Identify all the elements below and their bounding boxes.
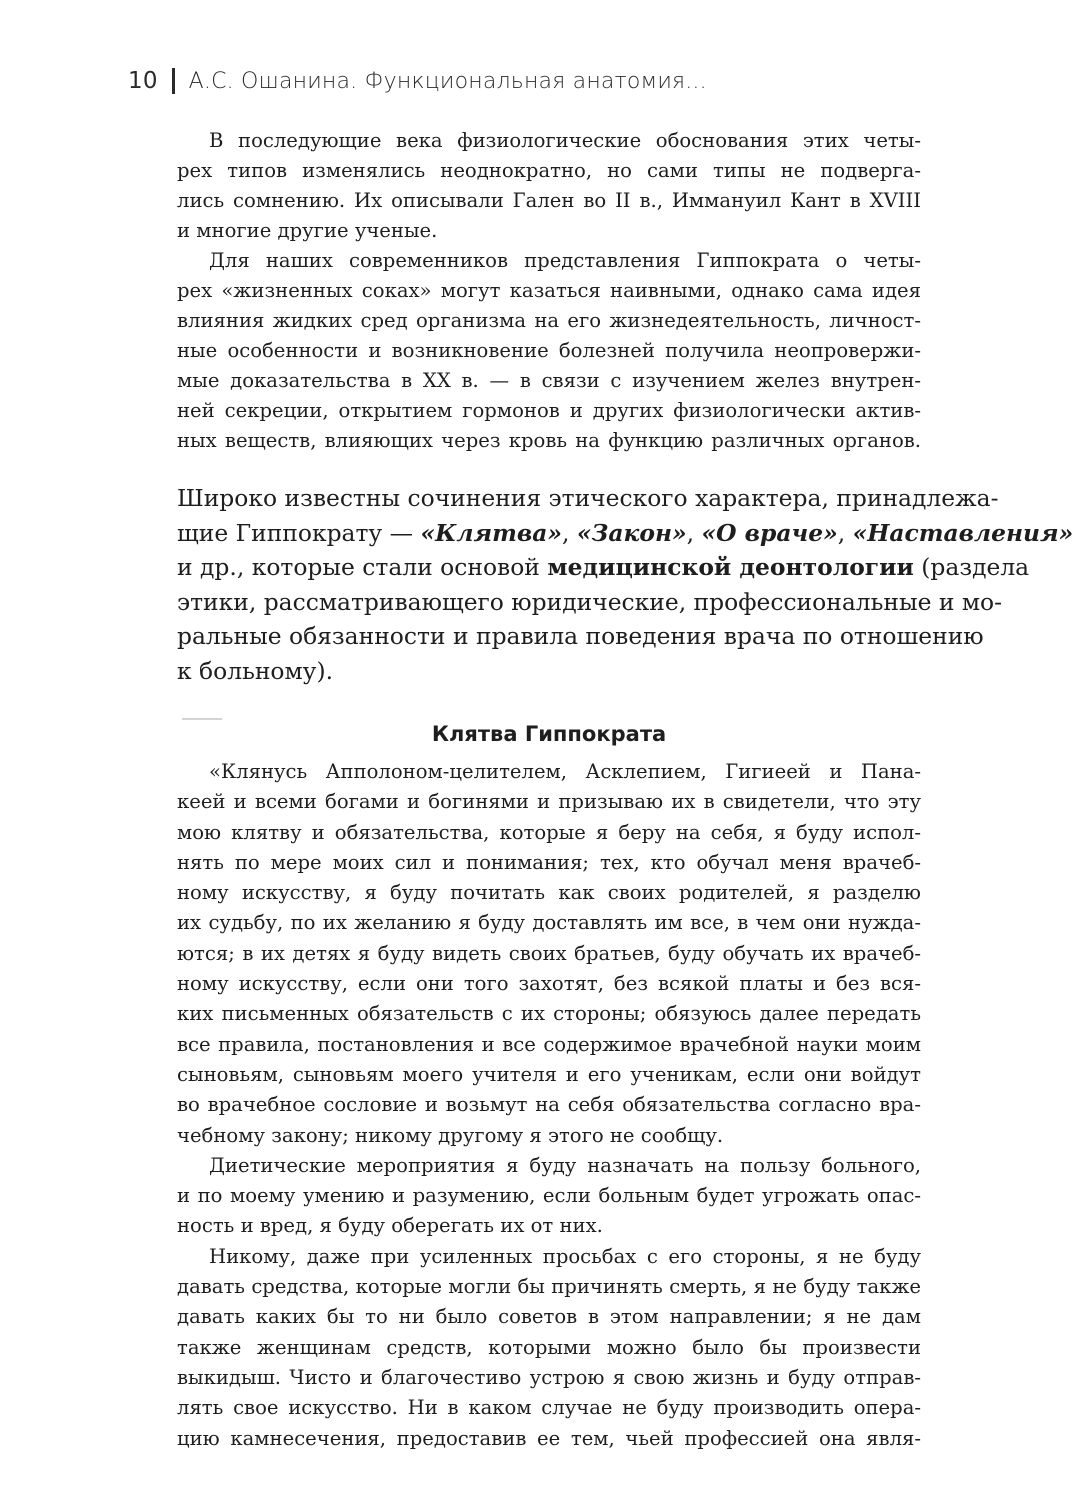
text-line: и по моему умению и разумению, если больным будет угрожать опас- <box>177 1184 921 1208</box>
work-title: «Закон» <box>576 518 687 547</box>
text-line <box>177 516 1073 551</box>
text-line: Никому, даже при усиленных просьбах с его стороны, я не буду <box>209 1244 921 1268</box>
text-line: ных веществ, влияющих через кровь на функцию различных органов. <box>177 429 921 452</box>
text-line: выкидыш. Чисто и благочестиво устрою я свою жизнь и буду отправ- <box>177 1365 921 1389</box>
text-line <box>177 550 1030 585</box>
text-line: ному искусству, если они того захотят, без всякой платы и без вся- <box>177 972 921 996</box>
text-line: нять по мере моих сил и понимания; тех, кто обучал меня врачеб- <box>177 850 921 874</box>
book-title: А.С. Ошанина. Функциональная анатомия... <box>188 68 707 94</box>
text-line: и многие другие ученые. <box>177 219 438 242</box>
text-line: ральные обязанности и правила поведения врача по отношению <box>177 622 984 651</box>
intro-paragraph-2 <box>177 246 921 456</box>
text-line: лять свое искусство. Ни в каком случае не буду производить опера- <box>177 1396 921 1420</box>
text-line: этики, рассматривающего юридические, профессиональные и мо- <box>177 587 1003 616</box>
text-line: сыновьям, сыновьям моего учителя и его ученикам, если они войдут <box>177 1062 921 1086</box>
text-line: ются; в их детях я буду видеть своих братьев, буду обучать их врачеб- <box>177 941 921 965</box>
text-line: чебному закону; никому другому я этого не сообщу. <box>177 1123 724 1147</box>
oath-paragraph-1 <box>177 757 921 1151</box>
text-line: ней секреции, открытием гормонов и других физиологически актив- <box>177 399 921 422</box>
text-line: их судьбу, по их желанию я буду доставлять им все, в чем они нужда- <box>177 911 921 935</box>
text-line: рех «жизненных соках» могут казаться наивными, однако сама идея <box>177 279 921 302</box>
oath-paragraph-3 <box>177 1242 921 1454</box>
text-line: ные особенности и возникновение болезней получила неопровержи- <box>177 339 921 362</box>
text-line: давать каких бы то ни было советов в этом направлении; я не дам <box>177 1305 921 1329</box>
text-line: цию камнесечения, предоставив ее тем, чьей профессией она явля- <box>177 1426 921 1450</box>
oath-paragraph-2 <box>177 1151 921 1242</box>
text-fragment: и др., которые стали основой <box>177 553 548 582</box>
work-title: «Клятва» <box>420 518 562 547</box>
intro-text <box>177 126 921 456</box>
oath-text <box>177 757 921 1454</box>
text-line: влияния жидких сред организма на его жизнедеятельность, личност- <box>177 309 921 332</box>
text-fragment: (раздела <box>913 553 1030 582</box>
work-title: «О враче» <box>701 518 838 547</box>
text-line: В последующие века физиологические обоснования этих четы- <box>209 129 921 152</box>
work-title: «Наставления» <box>852 518 1073 547</box>
text-line: во врачебное сословие и возьмут на себя обязательства согласно вра- <box>177 1093 921 1117</box>
separator: , <box>686 518 702 547</box>
key-term: медицинской деонтологии <box>547 553 914 582</box>
header-divider <box>172 68 175 94</box>
text-line: также женщинам средств, которыми можно было бы произвести <box>177 1335 921 1359</box>
page-number: 10 <box>128 68 158 94</box>
text-fragment: щие Гиппократу — <box>177 518 421 547</box>
separator: , <box>562 518 577 547</box>
text-line: Для наших современников представления Гиппократа о четы- <box>209 249 921 272</box>
running-head <box>128 64 707 98</box>
text-line: Широко известны сочинения этического характера, принадлежа- <box>177 484 999 512</box>
text-line: ность и вред, я буду оберегать их от них. <box>177 1214 603 1238</box>
text-line: «Клянусь Апполоном-целителем, Асклепием, Гигиеей и Пана- <box>209 760 921 783</box>
text-line: лись сомнению. Их описывали Гален во II в., Иммануил Кант в XVIII <box>177 189 921 212</box>
text-line: к больному). <box>177 656 334 685</box>
text-line: все правила, постановления и все содержимое врачебной науки моим <box>177 1032 921 1056</box>
text-line: ких письменных обязательств с их стороны; обязуюсь далее передать <box>177 1002 921 1026</box>
text-line: ному искусству, я буду почитать как своих родителей, я разделю <box>177 881 921 905</box>
intro-paragraph-1 <box>177 126 921 246</box>
text-line: мые доказательства в XX в. — в связи с изучением желез внутрен- <box>177 369 921 392</box>
text-line: кеей и всеми богами и богинями и призываю их в свидетели, что эту <box>177 790 921 814</box>
separator: , <box>837 518 853 547</box>
highlight-paragraph <box>177 481 1073 689</box>
text-line: давать средства, которые могли бы причинять смерть, я не буду также <box>177 1275 921 1299</box>
text-line: рех типов изменялись неоднократно, но сами типы не подверга- <box>177 159 921 182</box>
text-line: мою клятву и обязательства, которые я беру на себя, я буду испол- <box>177 820 921 844</box>
text-line: Диетические мероприятия я буду назначать на пользу больного, <box>209 1153 921 1177</box>
section-heading: Клятва Гиппократа <box>431 722 667 746</box>
